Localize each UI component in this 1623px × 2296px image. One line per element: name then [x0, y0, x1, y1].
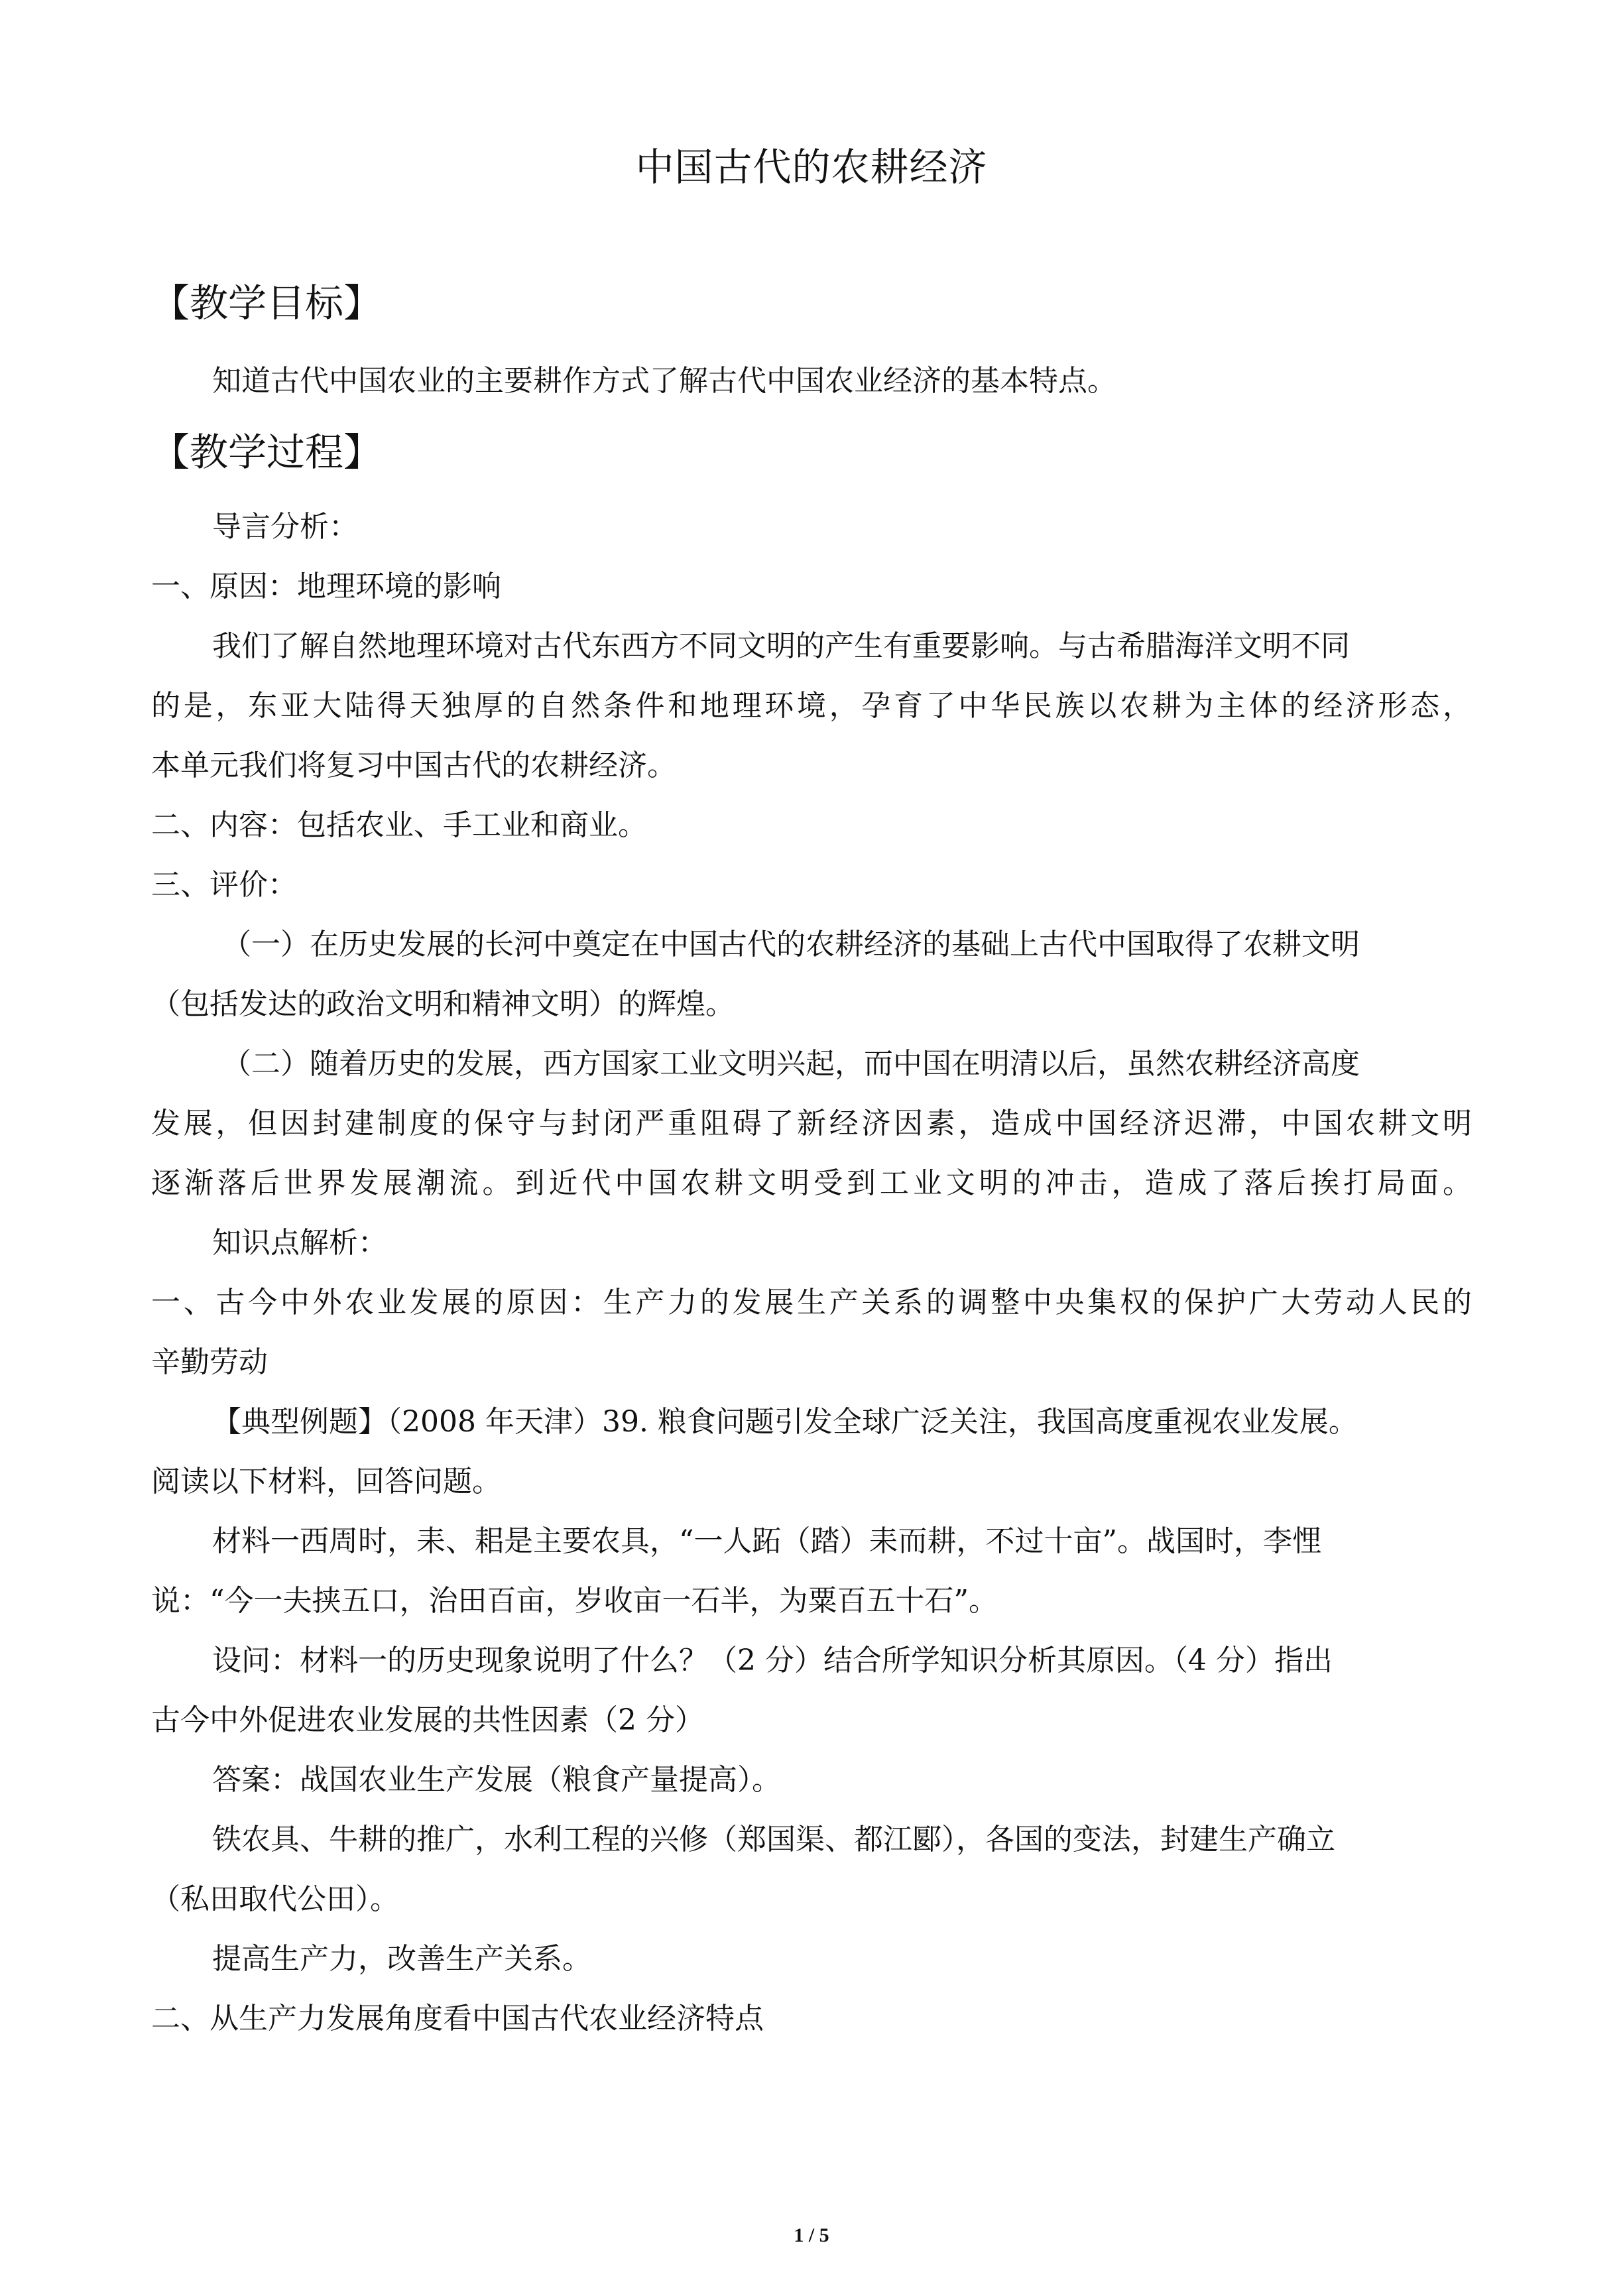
process-heading: 【教学过程】 [151, 430, 383, 475]
question-line: 设问：材料一的历史现象说明了什么？（2 分）结合所学知识分析其原因。（4 分）指出 [212, 1644, 1333, 1677]
point-one-line: 辛勤劳动 [151, 1345, 268, 1379]
point-two-line: 二、从生产力发展角度看中国古代农业经济特点 [151, 2002, 764, 2035]
content-line: 二、内容：包括农业、手工业和商业。 [151, 808, 647, 842]
knowledge-label: 知识点解析： [212, 1226, 387, 1260]
objectives-text: 知道古代中国农业的主要耕作方式了解古代中国农业经济的基本特点。 [212, 364, 1116, 398]
material-line: 材料一西周时，耒、耜是主要农具，“一人跖（踏）耒而耕，不过十亩”。战国时，李悝 [212, 1524, 1321, 1558]
eval-two-line: （二）随着历史的发展，西方国家工业文明兴起，而中国在明清以后，虽然农耕经济高度 [222, 1047, 1360, 1081]
point-one-line: 一、古今中外农业发展的原因：生产力的发展生产关系的调整中央集权的保护广大劳动人民的 [151, 1286, 1472, 1319]
eval-one-line: （包括发达的政治文明和精神文明）的辉煌。 [151, 987, 735, 1021]
page-number: 1 / 5 [794, 2224, 829, 2246]
reason-line: 一、原因：地理环境的影响 [151, 570, 501, 603]
answer-line: （私田取代公田）。 [151, 1882, 399, 1916]
objectives-heading: 【教学目标】 [151, 280, 383, 326]
paragraph-line: 我们了解自然地理环境对古代东西方不同文明的产生有重要影响。与古希腊海洋文明不同 [212, 629, 1350, 663]
eval-two-line: 逐渐落后世界发展潮流。到近代中国农耕文明受到工业文明的冲击，造成了落后挨打局面。 [151, 1166, 1472, 1200]
example-line: 【典型例题】（2008 年天津）39. 粮食问题引发全球广泛关注，我国高度重视农业发展。 [212, 1405, 1358, 1439]
intro-label: 导言分析： [212, 510, 358, 544]
eval-one-line: （一）在历史发展的长河中奠定在中国古代的农耕经济的基础上古代中国取得了农耕文明 [222, 928, 1360, 961]
example-line: 阅读以下材料，回答问题。 [151, 1465, 501, 1498]
material-line: 说：“今一夫挟五口，治田百亩，岁收亩一石半，为粟百五十石”。 [151, 1584, 998, 1618]
question-line: 古今中外促进农业发展的共性因素（2 分） [151, 1703, 704, 1737]
paragraph-line: 的是，东亚大陆得天独厚的自然条件和地理环境，孕育了中华民族以农耕为主体的经济形态， [151, 689, 1472, 723]
answer-line: 答案：战国农业生产发展（粮食产量提高）。 [212, 1763, 781, 1797]
answer-line: 提高生产力，改善生产关系。 [212, 1942, 591, 1976]
page-title: 中国古代的农耕经济 [635, 145, 988, 190]
paragraph-line: 本单元我们将复习中国古代的农耕经济。 [151, 749, 676, 782]
eval-line: 三、评价： [151, 868, 297, 902]
eval-two-line: 发展，但因封建制度的保守与封闭严重阻碍了新经济因素，造成中国经济迟滞，中国农耕文明 [151, 1107, 1472, 1140]
answer-line: 铁农具、牛耕的推广，水利工程的兴修（郑国渠、都江郾），各国的变法，封建生产确立 [212, 1823, 1335, 1856]
